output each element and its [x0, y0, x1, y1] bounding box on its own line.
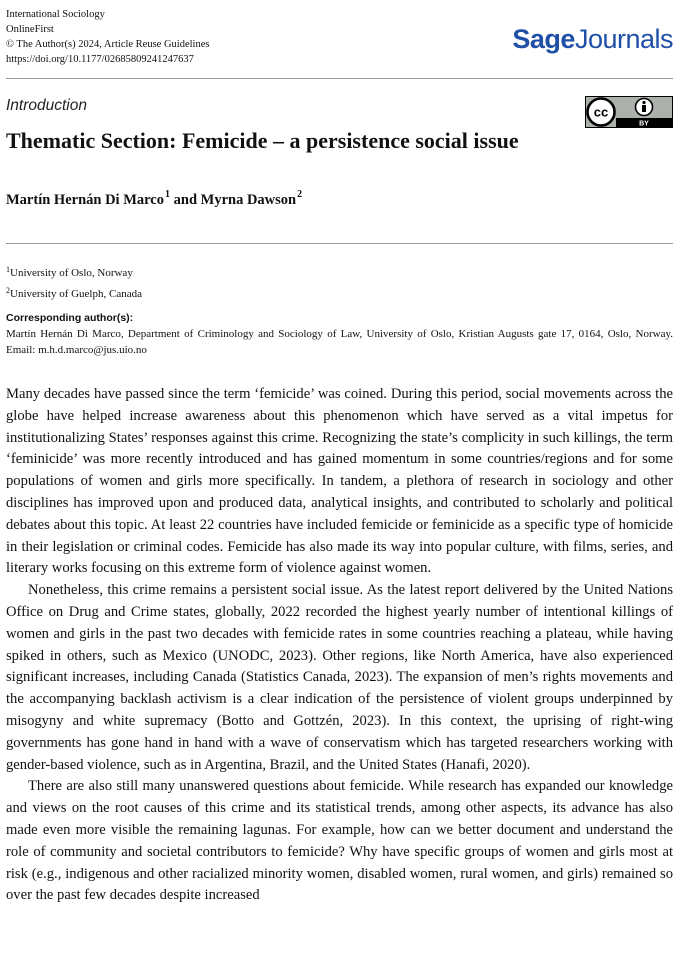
author-name[interactable]: Martín Hernán Di Marco [6, 192, 164, 208]
affiliation-text: University of Oslo, Norway [10, 267, 133, 279]
body-paragraph: Many decades have passed since the term ‘femicide’ was coined. During this period, social movements across the globe have helped increase awareness about this phenomenon which have served as a vital impetus for institutionalizing States’ responses against this crime. Recognizing the state’s complicity in such killings, the term ‘feminicide’ was more recently introduced and has gained momentum in some countries/regions and for some populations of women and girls more specifically. In tandem, a plethora of research in sociology and other disciplines has improved upon and produced data, analytical insights, and contributed to scholarly and political debates about this topic. At least 22 countries have included femicide or feminicide as a specific type of homicide in their legislation or criminal codes. Femicide has also made its way into popular culture, with films, series, and literary works focusing on this extreme form of violence against women. [6, 386, 673, 577]
affiliation-marker[interactable]: 1 [165, 189, 170, 200]
affiliation-list [6, 261, 142, 303]
cc-glyph: cc [593, 104, 609, 120]
publication-status: OnlineFirst [6, 24, 54, 35]
header-divider [6, 78, 673, 79]
logo-sage: Sage [512, 24, 575, 54]
author-divider [6, 243, 673, 244]
affiliation-marker[interactable]: 2 [297, 189, 303, 200]
corresponding-author [6, 310, 673, 358]
corresponding-heading: Corresponding author(s): [6, 312, 134, 324]
affiliation-number: 1 [6, 265, 10, 274]
affiliation-item [6, 261, 142, 282]
by-label: BY [639, 120, 649, 128]
author-joiner: and [170, 192, 201, 208]
journal-name: International Sociology [6, 9, 105, 20]
logo-journals: Journals [574, 24, 673, 54]
article-body [6, 384, 673, 907]
author-list [6, 189, 302, 209]
sage-journals-logo[interactable] [512, 24, 673, 55]
body-paragraph: There are also still many unanswered questions about femicide. While research has expanded our knowledge and views on the root causes of this crime and its statistical trends, among other aspects, its advance has also made even more visible the remaining lagunas. For example, how can we better document and understand the role of community and societal contributors to femicide? Why have specific groups of women and girls most at risk (e.g., indigenous and other racialized minority women, disabled women, rural women, and girls) remained so over the past few decades despite increased [6, 778, 673, 904]
doi-link[interactable]: https://doi.org/10.1177/02685809241247637 [6, 54, 194, 65]
copyright-line[interactable]: © The Author(s) 2024, Article Reuse Guidelines [6, 39, 210, 50]
section-label: Introduction [6, 97, 87, 114]
affiliation-text: University of Guelph, Canada [10, 288, 142, 300]
article-title: Thematic Section: Femicide – a persistence social issue [6, 128, 519, 153]
affiliation-item [6, 282, 142, 303]
affiliation-number: 2 [6, 286, 10, 295]
creative-commons-by-icon[interactable] [585, 96, 673, 128]
author-name[interactable]: Myrna Dawson [200, 192, 297, 208]
journal-meta [6, 7, 209, 67]
body-paragraph: Nonetheless, this crime remains a persistent social issue. As the latest report delivered by the United Nations Office on Drug and Crime states, globally, 2022 recorded the highest yearly number of intentional killings of women and girls in the past two decades with femicide rates in some countries reaching a plateau, while having spiked in others, such as Mexico (UNODC, 2023). Other regions, like North America, have also experienced significant increases, including Canada (Statistics Canada, 2023). The expansion of men’s rights movements and the accompanying backlash activism is a clear indication of the persistence of violent groups underpinned by misogyny and white supremacy (Botto and Gottzén, 2023). In this context, the uprising of right-wing governments has gone hand in hand with a wave of conservatism which has targeted researchers working with gender-based violence, such as in Argentina, Brazil, and the United States (Hanafi, 2020). [6, 582, 673, 773]
corresponding-details: Martín Hernán Di Marco, Department of Criminology and Sociology of Law, University of Oslo, Kristian Augusts gate 17, 0164, Oslo, Norway. Email: m.h.d.marco@jus.uio.no [6, 328, 673, 356]
